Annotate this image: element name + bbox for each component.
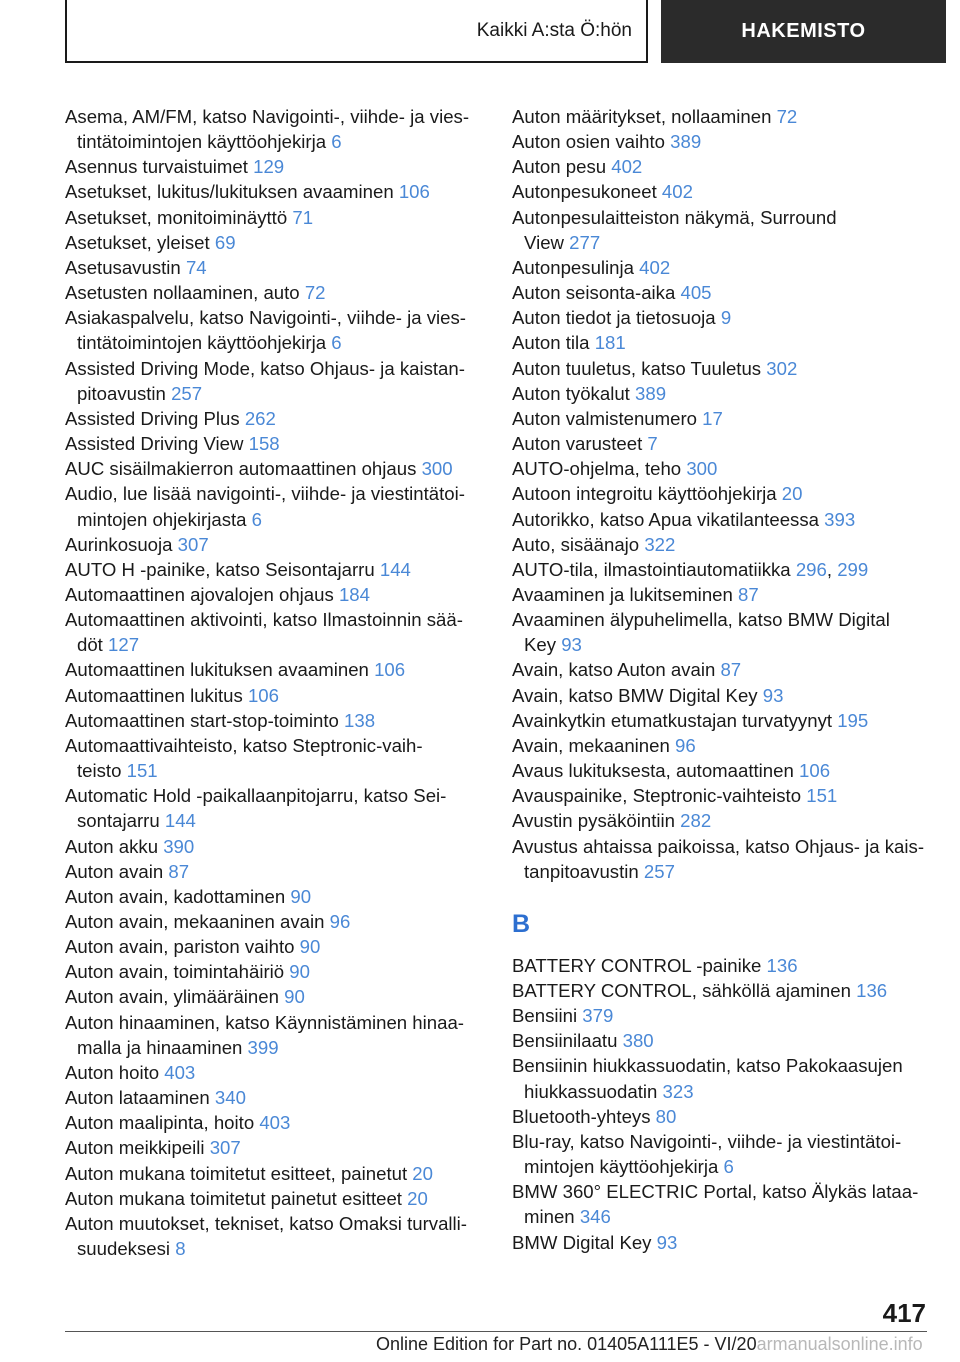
page-link[interactable]: 96 <box>674 734 696 756</box>
index-entry-text: minen <box>524 1206 575 1228</box>
index-entry-text: Asetusten nollaaminen, auto <box>65 282 300 304</box>
section-tab-label: Kaikki A:sta Ö:hön <box>476 19 632 41</box>
page-link[interactable]: 71 <box>292 206 314 228</box>
index-entry-text: Auton akku <box>65 835 159 857</box>
page-link[interactable]: 184 <box>338 583 370 605</box>
index-entry <box>65 179 485 204</box>
index-entry <box>65 431 485 456</box>
index-entry <box>65 1161 485 1186</box>
index-column-right <box>512 104 932 1255</box>
index-entry-text: AUC sisäilmakierron automaattinen ohjaus <box>65 458 417 480</box>
index-entry-text: Asetukset, lukitus/lukituksen avaaminen <box>65 181 394 203</box>
index-entry <box>512 657 932 682</box>
index-entry-text: Auton avain, pariston vaihto <box>65 936 295 958</box>
index-entry-text: Autonpesulaitteiston näkymä, Surround <box>512 206 837 228</box>
index-entry-text: Avaaminen älypuhelimella, katso BMW Digital <box>512 609 890 631</box>
index-entry-text: Automaattinen lukituksen avaaminen <box>65 659 369 681</box>
index-entry-text: mintojen käyttöohjekirja <box>524 1156 719 1178</box>
index-entry <box>65 406 485 431</box>
index-entry-text: Autonpesulinja <box>512 256 634 278</box>
index-entry <box>512 255 932 280</box>
page-link[interactable]: 6 <box>331 131 342 153</box>
page-link[interactable]: 87 <box>720 659 742 681</box>
index-entry <box>65 154 485 179</box>
index-entry-text: malla ja hinaaminen <box>77 1036 243 1058</box>
footer-divider <box>65 1331 927 1332</box>
index-entry-text: hiukkassuodatin <box>524 1080 658 1102</box>
index-entry <box>65 859 485 884</box>
index-entry-text: Avaus lukituksesta, automaattinen <box>512 760 794 782</box>
page-link[interactable]: 181 <box>594 332 626 354</box>
index-entry-text: Key <box>524 634 557 656</box>
index-entry-text: View <box>524 231 564 253</box>
page-link[interactable]: 195 <box>837 709 869 731</box>
page-link[interactable]: 299 <box>837 558 869 580</box>
index-entry-text: BMW Digital Key <box>512 1231 652 1253</box>
index-entry <box>512 1230 932 1255</box>
page-link[interactable]: 93 <box>656 1231 678 1253</box>
index-entry-text: mintojen ohjekirjasta <box>77 508 247 530</box>
page-link[interactable]: 138 <box>344 709 376 731</box>
page-link[interactable]: 262 <box>244 407 276 429</box>
page-link[interactable]: 106 <box>799 760 831 782</box>
index-entry-text: AUTO-tila, ilmastointiautomatiikka <box>512 558 791 580</box>
index-entry <box>512 431 932 456</box>
index-entry-text: tanpitoavustin <box>524 860 639 882</box>
page-link[interactable]: 307 <box>177 533 209 555</box>
index-entry <box>512 305 932 330</box>
index-entry <box>512 179 932 204</box>
index-entry-text: tintätoimintojen käyttöohjekirja <box>77 131 327 153</box>
page-link[interactable]: 90 <box>289 961 310 983</box>
index-entry <box>65 230 485 255</box>
page-link[interactable]: 69 <box>214 231 236 253</box>
index-entry-text: Avustus ahtaissa paikoissa, katso Ohjaus- ja kais- <box>512 835 925 857</box>
page-link[interactable]: 20 <box>412 1162 433 1184</box>
index-entry-text: Auton hinaaminen, katso Käynnistäminen hinaa- <box>65 1011 464 1033</box>
index-entry <box>65 1110 485 1135</box>
index-entry-text: Audio, lue lisää navigointi-, viihde- ja viestintätoi- <box>65 483 465 505</box>
footer-edition <box>376 1334 923 1355</box>
index-entry <box>65 532 485 557</box>
index-entry <box>512 783 932 808</box>
index-entry-text: Bensiinilaatu <box>512 1030 618 1052</box>
index-group-b <box>512 953 932 1255</box>
index-entry-text: Avaaminen ja lukitseminen <box>512 583 733 605</box>
index-entry-text: Auton tiedot ja tietosuoja <box>512 307 716 329</box>
index-entry-text: Auton valmistenumero <box>512 407 697 429</box>
index-entry <box>512 607 932 657</box>
page-link[interactable]: 380 <box>622 1030 654 1052</box>
index-entry-text: Auton avain, toimintahäiriö <box>65 961 285 983</box>
index-entry-text: AUTO-ohjelma, teho <box>512 458 682 480</box>
index-entry-text: Auton osien vaihto <box>512 131 665 153</box>
page-link[interactable]: 20 <box>407 1187 428 1209</box>
index-entry <box>512 808 932 833</box>
index-entry-text: Assisted Driving Plus <box>65 407 240 429</box>
page-link[interactable]: 72 <box>304 282 326 304</box>
index-entry-text: Assisted Driving View <box>65 433 244 455</box>
index-entry-text: Automaattinen lukitus <box>65 684 243 706</box>
index-entry-text: Assisted Driving Mode, katso Ohjaus- ja kaistan- <box>65 357 465 379</box>
index-entry <box>512 834 932 884</box>
page-link[interactable]: 93 <box>561 634 582 656</box>
index-entry-text: Avain, katso Auton avain <box>512 659 716 681</box>
index-entry-text: BATTERY CONTROL, sähköllä ajaminen <box>512 980 851 1001</box>
index-entry-text: Autoon integroitu käyttöohjekirja <box>512 483 777 505</box>
index-entry-text: Auton hoito <box>65 1061 160 1083</box>
footer-watermark: armanualsonline.info <box>756 1334 923 1354</box>
index-entry <box>512 1104 932 1129</box>
index-entry-text: Auton varusteet <box>512 433 643 455</box>
index-entry-text: teisto <box>77 760 122 782</box>
page-link[interactable]: 127 <box>108 634 140 656</box>
page-link[interactable]: 74 <box>185 256 207 278</box>
index-entry <box>65 959 485 984</box>
index-entry-text: Aurinkosuoja <box>65 533 173 555</box>
index-entry-text: Blu-ray, katso Navigointi-, viihde- ja viestintätoi- <box>512 1130 902 1152</box>
index-entry-text: Avain, mekaaninen <box>512 734 670 756</box>
index-entry-text: Auton avain, kadottaminen <box>65 885 286 907</box>
index-entry <box>512 205 932 255</box>
page-link[interactable]: 403 <box>259 1112 291 1134</box>
index-entry-text: Asennus turvaistuimet <box>65 156 248 178</box>
page-link[interactable]: 90 <box>299 936 321 958</box>
page-link[interactable]: 402 <box>639 256 671 278</box>
page-link[interactable]: 90 <box>284 986 305 1008</box>
index-entry-text: Asema, AM/FM, katso Navigointi-, viihde- ja vies- <box>65 106 470 127</box>
index-entry <box>65 1186 485 1211</box>
index-entry-text: Auton avain, ylimääräinen <box>65 986 279 1008</box>
index-entry-text: tintätoimintojen käyttöohjekirja <box>77 332 327 354</box>
index-entry <box>65 280 485 305</box>
page-link[interactable]: 379 <box>582 1005 614 1027</box>
page-link[interactable]: 6 <box>251 508 263 530</box>
index-entry-text: Avustin pysäköintiin <box>512 810 675 832</box>
index-entry <box>65 984 485 1009</box>
index-tab-label: HAKEMISTO <box>741 20 866 42</box>
index-column-left <box>65 104 485 1261</box>
index-entry <box>65 1010 485 1060</box>
index-entry <box>512 1053 932 1103</box>
page-link[interactable]: 144 <box>379 558 411 580</box>
page-link[interactable]: 20 <box>781 483 803 505</box>
index-entry-text: Auton muutokset, tekniset, katso Omaksi turvalli- <box>65 1212 467 1234</box>
index-entry <box>65 104 485 154</box>
index-entry-text: Auton lataaminen <box>65 1087 210 1109</box>
index-entry-text: Asetukset, yleiset <box>65 231 210 253</box>
page-link[interactable]: 158 <box>248 433 280 455</box>
index-entry <box>65 1211 485 1261</box>
index-entry-text: Bensiini <box>512 1005 578 1027</box>
index-entry <box>65 205 485 230</box>
index-entry <box>512 481 932 506</box>
index-entry-text: Auton avain, mekaaninen avain <box>65 911 325 932</box>
index-entry-text: Auton meikkipeili <box>65 1137 205 1159</box>
index-entry <box>65 783 485 833</box>
page-link[interactable]: 106 <box>374 659 406 681</box>
index-entry <box>65 909 485 934</box>
index-entry <box>65 1060 485 1085</box>
index-entry <box>65 1085 485 1110</box>
index-entry <box>512 129 932 154</box>
index-entry <box>512 683 932 708</box>
index-entry <box>512 1028 932 1053</box>
page-link[interactable]: 322 <box>644 533 676 555</box>
index-entry <box>512 733 932 758</box>
index-entry-text: AUTO H -painike, katso Seisontajarru <box>65 558 375 580</box>
page-link[interactable]: 340 <box>214 1087 246 1109</box>
page-link[interactable]: 403 <box>164 1061 196 1083</box>
index-entry <box>65 255 485 280</box>
index-entry <box>512 978 932 1003</box>
index-entry <box>512 356 932 381</box>
page-link[interactable]: 300 <box>421 458 453 480</box>
footer-edition-text: Online Edition for Part no. 01405A111E5 - VI/20 <box>376 1334 757 1354</box>
index-entry <box>512 953 932 978</box>
index-entry <box>512 154 932 179</box>
index-entry <box>512 1179 932 1229</box>
index-entry-text: Automatic Hold -paikallaanpitojarru, katso Sei- <box>65 785 447 807</box>
index-entry-text: döt <box>77 634 103 656</box>
index-entry-text: Auton tuuletus, katso Tuuletus <box>512 357 762 379</box>
index-entry-text: Asetukset, monitoiminäyttö <box>65 206 288 228</box>
page-link[interactable]: 296 <box>795 558 827 580</box>
index-tab <box>661 0 946 63</box>
index-entry-text: Auton pesu <box>512 156 607 178</box>
index-entry <box>65 834 485 859</box>
index-entry-text: Autorikko, katso Apua vikatilanteessa <box>512 508 819 530</box>
index-entry <box>65 456 485 481</box>
page-link[interactable]: 277 <box>569 231 601 253</box>
page-link[interactable]: 282 <box>680 810 712 832</box>
index-entry <box>512 381 932 406</box>
page-link[interactable]: 151 <box>126 760 158 782</box>
index-entry-text: Auton maalipinta, hoito <box>65 1112 255 1134</box>
index-entry <box>65 657 485 682</box>
index-entry <box>512 456 932 481</box>
page-link[interactable]: 17 <box>702 407 723 429</box>
page-link[interactable]: 402 <box>611 156 643 178</box>
page-link[interactable]: 323 <box>662 1080 694 1102</box>
page-link[interactable]: 106 <box>398 181 430 203</box>
page-link[interactable]: 80 <box>655 1105 677 1127</box>
index-entry <box>512 708 932 733</box>
index-entry <box>512 1129 932 1179</box>
index-entry-text: Automaattinen ajovalojen ohjaus <box>65 583 334 605</box>
page-link[interactable]: 302 <box>766 357 798 379</box>
page-number: 417 <box>882 1298 926 1328</box>
page-link[interactable]: 136 <box>856 980 888 1001</box>
page-link[interactable]: 6 <box>331 332 342 354</box>
page-link[interactable]: 151 <box>806 785 838 807</box>
index-entry <box>512 104 932 129</box>
index-entry-text: Bluetooth-yhteys <box>512 1105 651 1127</box>
index-entry-text: Auton mukana toimitetut esitteet, painetut <box>65 1162 408 1184</box>
index-entry-text: Auton määritykset, nollaaminen <box>512 106 772 127</box>
index-entry-text: Asiakaspalvelu, katso Navigointi-, viihde- ja vies- <box>65 307 466 329</box>
page-link[interactable]: 300 <box>686 458 718 480</box>
index-entry <box>65 356 485 406</box>
page-link[interactable]: 93 <box>762 684 784 706</box>
index-entry-text: Auton työkalut <box>512 382 630 404</box>
page-link[interactable]: 144 <box>164 810 196 832</box>
index-entry-text: Avauspainike, Steptronic-vaihteisto <box>512 785 802 807</box>
page-link[interactable]: 129 <box>253 156 285 178</box>
page-link[interactable]: 389 <box>635 382 667 404</box>
section-heading-b: B <box>512 909 531 938</box>
page-link[interactable]: 399 <box>247 1036 279 1058</box>
page-link[interactable]: 307 <box>209 1137 241 1159</box>
page-link[interactable]: 346 <box>579 1206 611 1228</box>
page-link[interactable]: 7 <box>647 433 658 455</box>
page-link[interactable]: 390 <box>163 835 195 857</box>
index-entry-text: Bensiinin hiukkassuodatin, katso Pakokaasujen <box>512 1055 903 1077</box>
index-entry <box>65 305 485 355</box>
index-entry <box>512 582 932 607</box>
page-link[interactable]: 6 <box>723 1156 734 1178</box>
index-entry <box>512 330 932 355</box>
index-entry <box>65 884 485 909</box>
index-entry-text: BATTERY CONTROL -painike <box>512 954 762 976</box>
index-entry-text: Avain, katso BMW Digital Key <box>512 684 758 706</box>
page-link[interactable]: 136 <box>766 954 798 976</box>
page-link[interactable]: 257 <box>171 382 203 404</box>
index-group-a <box>512 104 932 884</box>
index-entry-text: BMW 360° ELECTRIC Portal, katso Älykäs lataa- <box>512 1181 919 1203</box>
index-entry <box>65 708 485 733</box>
page-link[interactable]: 8 <box>175 1238 186 1260</box>
page-link[interactable]: 405 <box>680 282 712 304</box>
index-entry-text: Automaattivaihteisto, katso Steptronic-vaih- <box>65 734 423 756</box>
section-tab <box>65 0 648 63</box>
page-link[interactable]: 393 <box>824 508 856 530</box>
index-entry <box>65 607 485 657</box>
index-entry <box>65 1135 485 1160</box>
index-entry: AUTO-tila, ilmastointiautomatiikka 296, 299 <box>512 558 869 580</box>
page-link[interactable]: 87 <box>168 860 190 882</box>
index-entry-text: Avainkytkin etumatkustajan turvatyynyt <box>512 709 833 731</box>
page-link[interactable]: 389 <box>670 131 702 153</box>
index-entry <box>65 934 485 959</box>
index-entry-text: Asetusavustin <box>65 256 181 278</box>
index-entry <box>512 280 932 305</box>
index-entry <box>512 1003 932 1028</box>
page-link[interactable]: 90 <box>290 885 312 907</box>
index-entry <box>65 582 485 607</box>
page-link[interactable]: 87 <box>738 583 759 605</box>
page-link[interactable]: 257 <box>643 860 675 882</box>
index-entry-text: sontajarru <box>77 810 160 832</box>
index-entry <box>65 733 485 783</box>
index-entry-text: Auton mukana toimitetut painetut esitteet <box>65 1187 402 1209</box>
index-entry <box>512 406 932 431</box>
index-entry-text: Autonpesukoneet <box>512 181 657 203</box>
index-entry <box>512 532 932 557</box>
index-entry-text: suudeksesi <box>77 1238 171 1260</box>
index-entry <box>65 683 485 708</box>
index-entry-text: Automaattinen aktivointi, katso Ilmastoinnin sää- <box>65 609 463 631</box>
index-entry <box>65 481 485 531</box>
page-link[interactable]: 96 <box>329 911 351 932</box>
page-link[interactable]: 106 <box>247 684 279 706</box>
index-entry-text: pitoavustin <box>77 382 166 404</box>
index-entry <box>512 507 932 532</box>
index-entry-text: Auton avain <box>65 860 164 882</box>
index-entry <box>512 758 932 783</box>
index-entry-text: Auton tila <box>512 332 590 354</box>
index-entry-text: Auton seisonta-aika <box>512 282 676 304</box>
page-link[interactable]: 9 <box>720 307 732 329</box>
index-entry-text: Auto, sisäänajo <box>512 533 640 555</box>
page-link[interactable]: 402 <box>661 181 693 203</box>
index-entry-text: Automaattinen start-stop-toiminto <box>65 709 339 731</box>
page-link[interactable]: 72 <box>776 106 798 127</box>
index-entry <box>65 557 485 582</box>
